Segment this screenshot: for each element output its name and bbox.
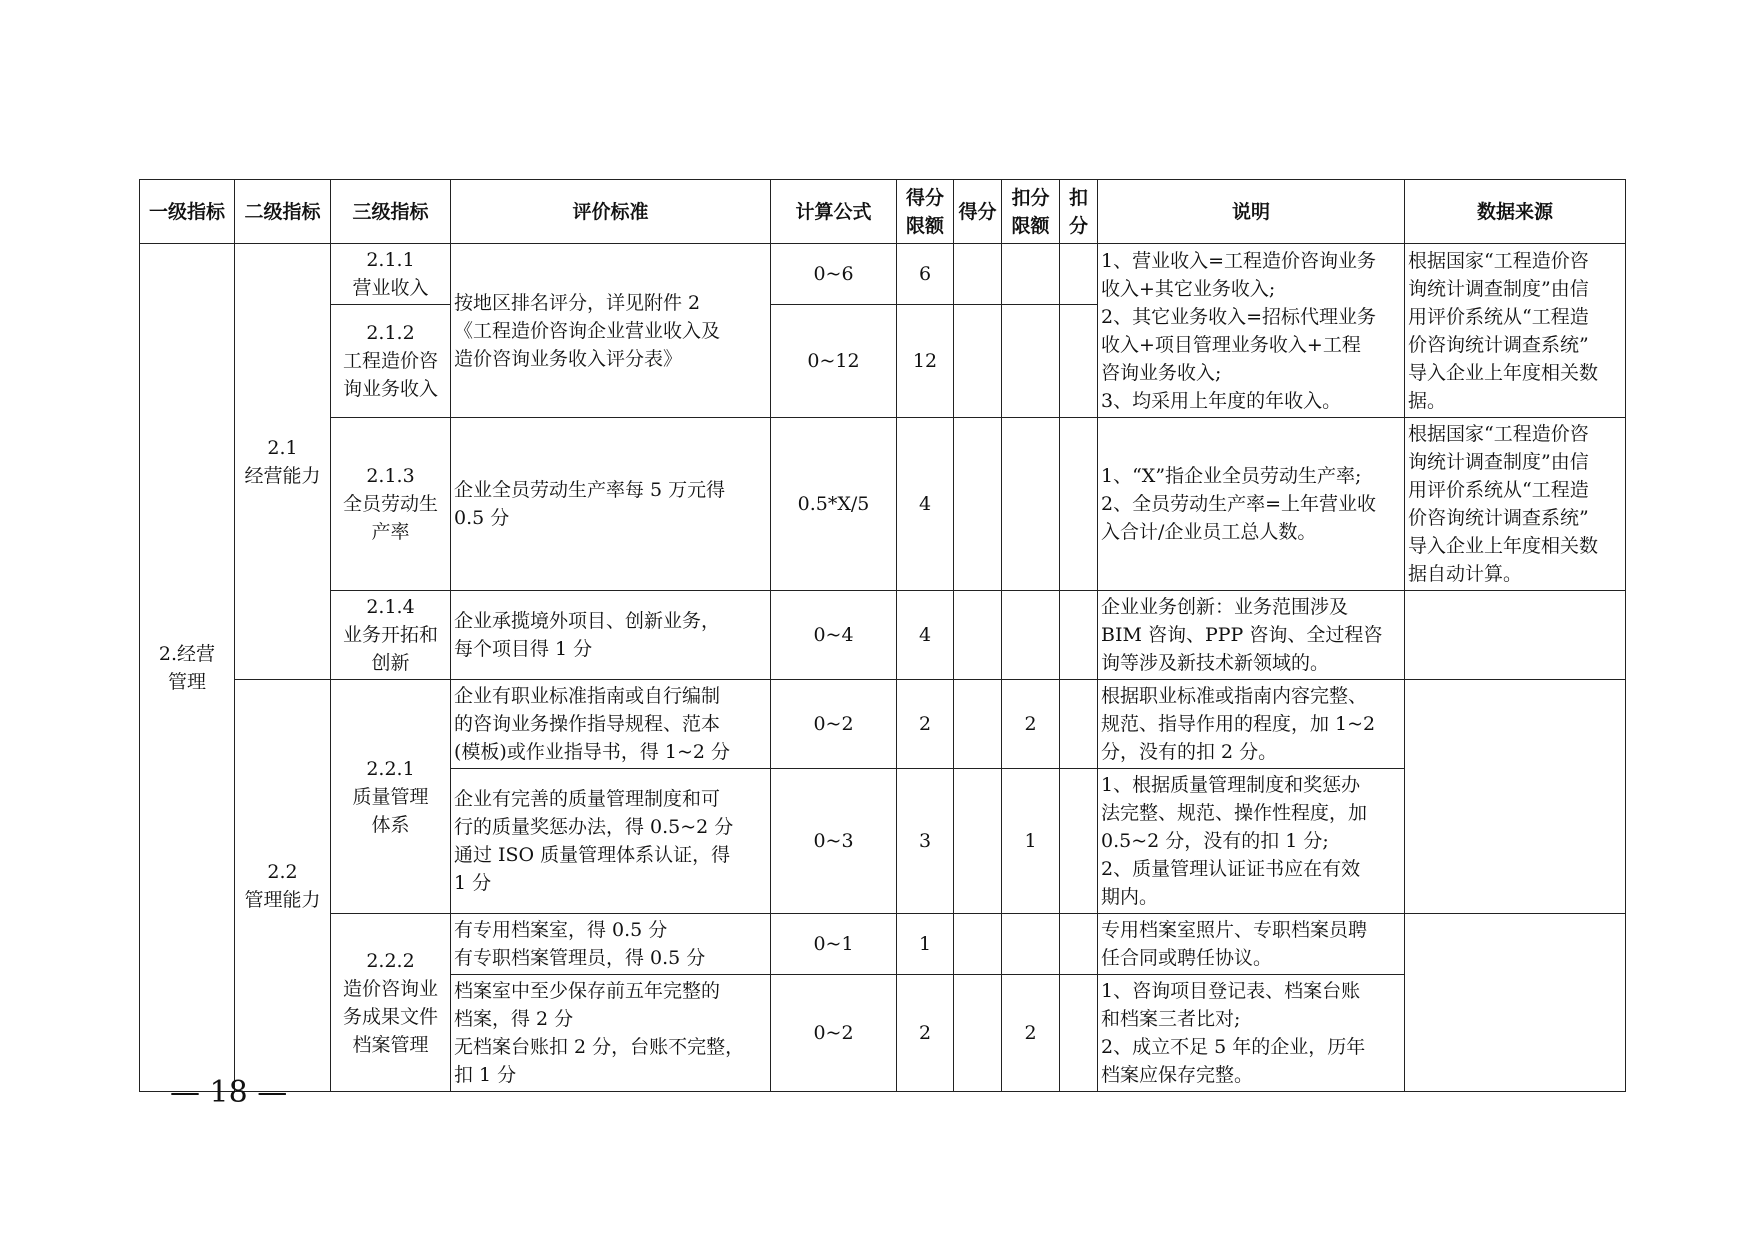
score-cell [954, 418, 1002, 591]
score-limit-cell: 6 [897, 244, 954, 305]
header-criteria: 评价标准 [451, 180, 771, 244]
formula-cell: 0~4 [771, 591, 897, 680]
header-deduct-limit: 扣分 限额 [1002, 180, 1060, 244]
table-row [140, 680, 1626, 769]
deduct-cell [1060, 418, 1098, 591]
deduct-limit-cell: 2 [1002, 975, 1060, 1092]
deduct-cell [1060, 591, 1098, 680]
header-notes: 说明 [1098, 180, 1405, 244]
source-cell: 根据国家“工程造价咨 询统计调查制度”由信 用评价系统从“工程造 价咨询统计调查系统” 导入企业上年度相关数 据自动计算。 [1405, 418, 1626, 591]
score-cell [954, 591, 1002, 680]
level3-cell: 2.2.1 质量管理 体系 [331, 680, 451, 914]
score-limit-cell: 4 [897, 418, 954, 591]
notes-cell: 企业业务创新：业务范围涉及 BIM 咨询、PPP 咨询、全过程咨 询等涉及新技术新领域的。 [1098, 591, 1405, 680]
header-score: 得分 [954, 180, 1002, 244]
score-cell [954, 680, 1002, 769]
score-cell [954, 975, 1002, 1092]
deduct-limit-cell [1002, 418, 1060, 591]
notes-cell: 1、营业收入=工程造价咨询业务 收入+其它业务收入; 2、其它业务收入=招标代理业务 收入+项目管理业务收入+工程 咨询业务收入; 3、均采用上年度的年收入。 [1098, 244, 1405, 418]
criteria-cell: 企业承揽境外项目、创新业务， 每个项目得 1 分 [451, 591, 771, 680]
score-limit-cell: 3 [897, 769, 954, 914]
deduct-limit-cell [1002, 244, 1060, 305]
criteria-cell: 企业有职业标准指南或自行编制 的咨询业务操作指导规程、范本 (模板)或作业指导书，得 1~2 分 [451, 680, 771, 769]
notes-cell: 1、咨询项目登记表、档案台账 和档案三者比对; 2、成立不足 5 年的企业，历年 档案应保存完整。 [1098, 975, 1405, 1092]
notes-cell: 根据职业标准或指南内容完整、 规范、指导作用的程度，加 1~2 分，没有的扣 2 分。 [1098, 680, 1405, 769]
source-cell: 根据国家“工程造价咨 询统计调查制度”由信 用评价系统从“工程造 价咨询统计调查系统” 导入企业上年度相关数 据。 [1405, 244, 1626, 418]
formula-cell: 0~6 [771, 244, 897, 305]
level3-cell: 2.1.4 业务开拓和 创新 [331, 591, 451, 680]
deduct-cell [1060, 914, 1098, 975]
notes-cell: 1、“X”指企业全员劳动生产率; 2、全员劳动生产率=上年营业收 入合计/企业员工总人数。 [1098, 418, 1405, 591]
criteria-cell: 企业有完善的质量管理制度和可 行的质量奖惩办法，得 0.5~2 分 通过 ISO 质量管理体系认证，得 1 分 [451, 769, 771, 914]
source-cell [1405, 680, 1626, 914]
criteria-cell: 档案室中至少保存前五年完整的 档案，得 2 分 无档案台账扣 2 分，台账不完整， 扣 1 分 [451, 975, 771, 1092]
level2-cell-management: 2.2 管理能力 [235, 680, 331, 1092]
score-cell [954, 244, 1002, 305]
score-limit-cell: 12 [897, 305, 954, 418]
evaluation-table [139, 179, 1626, 1092]
formula-cell: 0~3 [771, 769, 897, 914]
score-cell [954, 769, 1002, 914]
table-row [140, 914, 1626, 975]
header-row [140, 180, 1626, 244]
formula-cell: 0.5*X/5 [771, 418, 897, 591]
level3-cell: 2.1.3 全员劳动生 产率 [331, 418, 451, 591]
source-cell [1405, 591, 1626, 680]
header-level3: 三级指标 [331, 180, 451, 244]
deduct-cell [1060, 305, 1098, 418]
page-number: — 18 — [170, 1075, 288, 1110]
deduct-cell [1060, 680, 1098, 769]
criteria-cell: 企业全员劳动生产率每 5 万元得 0.5 分 [451, 418, 771, 591]
score-limit-cell: 4 [897, 591, 954, 680]
level3-cell: 2.2.2 造价咨询业 务成果文件 档案管理 [331, 914, 451, 1092]
deduct-cell [1060, 975, 1098, 1092]
header-source: 数据来源 [1405, 180, 1626, 244]
deduct-limit-cell [1002, 591, 1060, 680]
formula-cell: 0~2 [771, 680, 897, 769]
score-limit-cell: 1 [897, 914, 954, 975]
notes-cell: 1、根据质量管理制度和奖惩办 法完整、规范、操作性程度，加 0.5~2 分，没有的扣 1 分; 2、质量管理认证证书应在有效 期内。 [1098, 769, 1405, 914]
table-row [140, 591, 1626, 680]
notes-cell: 专用档案室照片、专职档案员聘 任合同或聘任协议。 [1098, 914, 1405, 975]
deduct-limit-cell: 2 [1002, 680, 1060, 769]
deduct-limit-cell [1002, 305, 1060, 418]
formula-cell: 0~1 [771, 914, 897, 975]
level3-cell: 2.1.2 工程造价咨 询业务收入 [331, 305, 451, 418]
formula-cell: 0~12 [771, 305, 897, 418]
score-limit-cell: 2 [897, 680, 954, 769]
deduct-cell [1060, 769, 1098, 914]
table-row [140, 418, 1626, 591]
formula-cell: 0~2 [771, 975, 897, 1092]
deduct-cell [1060, 244, 1098, 305]
header-level2: 二级指标 [235, 180, 331, 244]
score-cell [954, 305, 1002, 418]
level3-cell: 2.1.1 营业收入 [331, 244, 451, 305]
table-row [140, 244, 1626, 305]
deduct-limit-cell [1002, 914, 1060, 975]
criteria-cell: 按地区排名评分，详见附件 2 《工程造价咨询企业营业收入及 造价咨询业务收入评分表》 [451, 244, 771, 418]
score-limit-cell: 2 [897, 975, 954, 1092]
deduct-limit-cell: 1 [1002, 769, 1060, 914]
level2-cell-operation: 2.1 经营能力 [235, 244, 331, 680]
header-deduct: 扣 分 [1060, 180, 1098, 244]
header-level1: 一级指标 [140, 180, 235, 244]
header-score-limit: 得分 限额 [897, 180, 954, 244]
criteria-cell: 有专用档案室，得 0.5 分 有专职档案管理员，得 0.5 分 [451, 914, 771, 975]
header-formula: 计算公式 [771, 180, 897, 244]
source-cell [1405, 914, 1626, 1092]
level1-cell: 2.经营 管理 [140, 244, 235, 1092]
score-cell [954, 914, 1002, 975]
